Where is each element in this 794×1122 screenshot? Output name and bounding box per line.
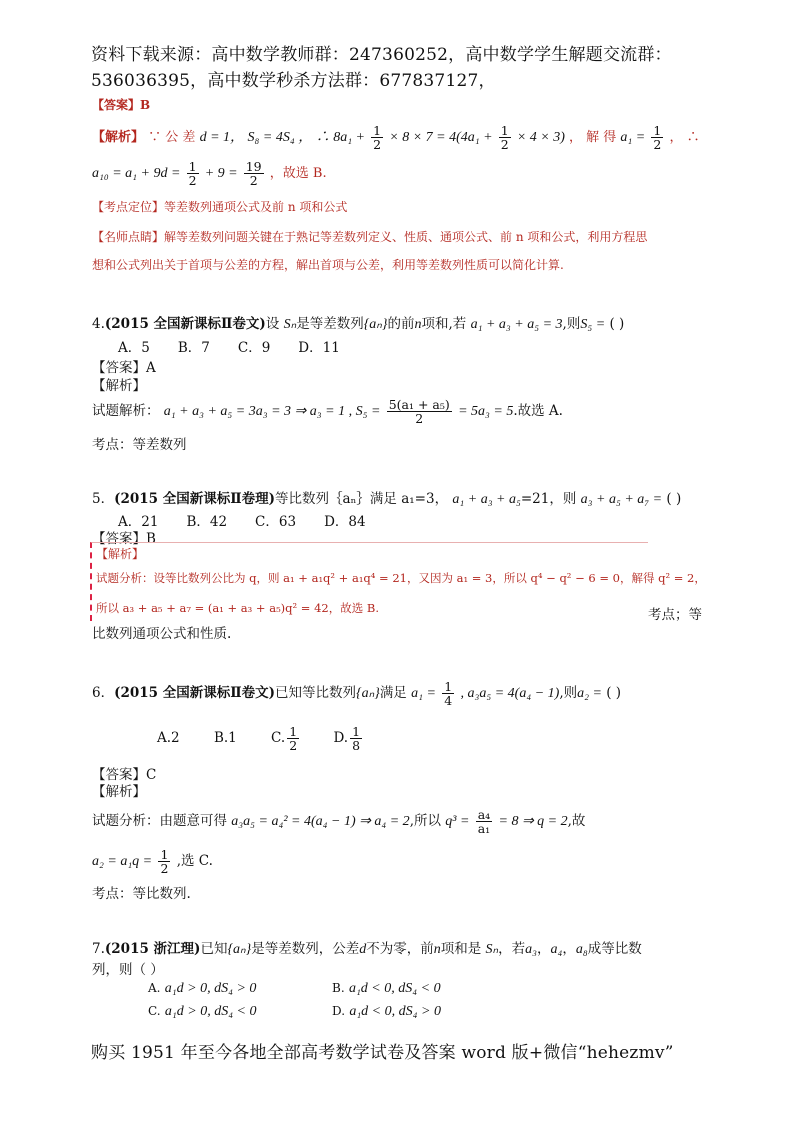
- q3-analysis-label: 【解析】: [92, 130, 145, 145]
- q7-number: 7.: [92, 941, 105, 957]
- q5-analysis-label: 【解析】: [96, 547, 145, 561]
- q6-number: 6．: [92, 685, 115, 701]
- q4-solution-fraction: $\frac{\text{5(a₁ + a₅)}}{2}$: [388, 397, 450, 426]
- q4-option-c: C．9: [237, 340, 271, 356]
- q3-math: + 9 =: [204, 166, 238, 181]
- footer-ad: 购买 1951 年至今各地全部高考数学试卷及答案 word 版+微信“hehezmv”: [91, 1043, 674, 1063]
- q3-mingshi-line-1: 【名师点睛】解等差数列问题关键在于熟记等差数列定义、性质、通项公式、前 n 项和公式，利用方程思: [92, 230, 648, 244]
- q6-solution-line-2: a₂ = a₁q = $\frac{1}{2}$ ,选 C.: [92, 847, 213, 876]
- header-line-1: 资料下载来源：高中数学教师群：247360252，高中数学学生解题交流群：: [91, 45, 672, 65]
- q3-fraction-half: $\frac{1}{2}$: [373, 123, 382, 152]
- header-line-2: 536036395，高中数学秒杀方法群：677837127，: [91, 71, 496, 91]
- q5-stem: 5．(2015 全国新课标Ⅱ卷理)等比数列｛aₙ｝满足 a₁=3， a₁ + a₃ + a₅=21，则 a₃ + a₅ + a₇ = ( ): [92, 491, 682, 507]
- q6-option-d: D.: [333, 730, 349, 746]
- q3-analysis-text: ， 解 得: [569, 130, 617, 145]
- q3-fraction-half: $\frac{1}{2}$: [188, 159, 197, 188]
- q4-number: 4.: [92, 316, 105, 332]
- q4-options: [118, 336, 368, 356]
- q6-option-a: A.2: [157, 730, 180, 746]
- q6-option-d-fraction: $\frac{1}{8}$: [352, 724, 361, 753]
- q7-option-d: D. a₁d < 0, dS₄ > 0: [332, 1004, 441, 1019]
- q7-option-b: B. a₁d < 0, dS₄ < 0: [332, 981, 441, 996]
- q3-math: a₁ =: [620, 130, 646, 145]
- q5-option-b: B．42: [186, 514, 228, 530]
- q6-analysis-label: 【解析】: [92, 784, 146, 800]
- q5-number: 5．: [92, 491, 115, 507]
- q5-answer: 【答案】B: [92, 531, 156, 547]
- q3-analysis-line-1: [92, 124, 700, 151]
- q5-source: (2015 全国新课标Ⅱ卷理): [114, 491, 276, 507]
- q5-options: [118, 510, 394, 530]
- q7-stem-line-1: 7.(2015 浙江理)已知{aₙ}是等差数列，公差d不为零，前n项和是 Sₙ，若a₃，a₄，a₈成等比数: [92, 941, 642, 957]
- q7-source: (2015 浙江理): [104, 941, 201, 957]
- q4-option-a: A．5: [118, 340, 150, 356]
- q5-kaodian-b: 比数列通项公式和性质.: [92, 626, 232, 642]
- q4-kaodian: 考点：等差数列: [92, 437, 187, 453]
- q6-solution-fraction: $\frac{\text{a₄}}{\text{a₁}}$: [477, 807, 491, 836]
- q5-kaodian-a: 考点；等: [648, 607, 702, 623]
- q3-kaodian: 【考点定位】等差数列通项公式及前 n 项和公式: [92, 200, 348, 214]
- q4-option-b: B．7: [177, 340, 210, 356]
- q4-option-d: D．11: [298, 340, 340, 356]
- q3-analysis-text: ， ∴: [669, 130, 700, 145]
- q6-fraction-quarter: $\frac{1}{4}$: [444, 679, 453, 708]
- q6-option-b: B.1: [213, 730, 237, 746]
- q5-option-d: D．84: [324, 514, 366, 530]
- q6-stem: 6．(2015 全国新课标Ⅱ卷文)已知等比数列{aₙ}满足 a₁ = $\frac{1}{4}$ , a₃a₅ = 4(a₄ − 1),则a₂ = ( ): [92, 679, 622, 708]
- q4-analysis-label: 【解析】: [92, 378, 146, 394]
- q6-answer: 【答案】C: [92, 767, 157, 783]
- q3-math: × 4 × 3): [516, 130, 565, 145]
- q3-fraction-19-2: $\frac{19}{2}$: [245, 159, 262, 188]
- q6-solution-fraction-half: $\frac{1}{2}$: [160, 847, 169, 876]
- q4-source: (2015 全国新课标Ⅱ卷文): [104, 316, 266, 332]
- q5-option-c: C．63: [255, 514, 297, 530]
- q3-answer: 【答案】B: [92, 98, 151, 112]
- q4-answer: 【答案】A: [92, 360, 156, 376]
- q3-fraction-half: $\frac{1}{2}$: [653, 123, 662, 152]
- q3-math: d = 1， S₈ = 4S₄ ， ∴ 8a₁ +: [199, 130, 366, 145]
- q3-math: × 8 × 7 = 4(4a₁ +: [389, 130, 493, 145]
- q6-solution-line-1: 试题分析：由题意可得 a₃a₅ = a₄² = 4(a₄ − 1) ⇒ a₄ = 2,所以 q³ = $\frac{\text{a₄}}{\text{a₁}}$ = 8 ⇒ q = 2,故: [92, 807, 586, 836]
- q7-option-a: A. a₁d > 0, dS₄ > 0: [148, 981, 257, 996]
- q7-option-c: C. a₁d > 0, dS₄ < 0: [148, 1004, 257, 1019]
- q6-option-c: C.: [271, 730, 286, 746]
- q3-mingshi-line-2: 想和公式列出关于首项与公差的方程，解出首项与公差，利用等差数列性质可以简化计算.: [92, 258, 564, 272]
- q6-options: [157, 725, 364, 752]
- q5-solution-line-1: 试题分析：设等比数列公比为 q，则 a₁ + a₁q² + a₁q⁴ = 21，又因为 a₁ = 3，所以 q⁴ − q² − 6 = 0，解得 q² = 2，: [96, 571, 706, 585]
- q3-analysis-line-2: [92, 160, 327, 187]
- q4-solution: 试题解析： a₁ + a₃ + a₅ = 3a₃ = 3 ⇒ a₃ = 1 , S₅ = $\frac{\text{5(a₁ + a₅)}}{2}$ = 5a₃ = 5.故选 A.: [92, 397, 563, 426]
- q3-fraction-half: $\frac{1}{2}$: [500, 123, 509, 152]
- q6-option-c-fraction: $\frac{1}{2}$: [289, 724, 298, 753]
- q4-stem: 4.(2015 全国新课标Ⅱ卷文)设 Sₙ是等差数列{aₙ}的前n项和,若 a₁ + a₃ + a₅ = 3,则S₅ = ( ): [92, 316, 625, 332]
- q6-source: (2015 全国新课标Ⅱ卷文): [114, 685, 276, 701]
- q3-analysis-text: ∵ 公 差: [148, 130, 196, 145]
- q3-analysis-text: ，故选 B.: [269, 166, 327, 181]
- q5-solution-line-2: 所以 a₃ + a₅ + a₇ = (a₁ + a₃ + a₅)q² = 42，故选 B.: [96, 601, 379, 615]
- q7-stem-line-2: 列，则（ ）: [92, 962, 164, 978]
- q6-kaodian: 考点：等比数列.: [92, 886, 191, 902]
- q3-math: a₁₀ = a₁ + 9d =: [92, 166, 181, 181]
- q5-option-a: A．21: [118, 514, 159, 530]
